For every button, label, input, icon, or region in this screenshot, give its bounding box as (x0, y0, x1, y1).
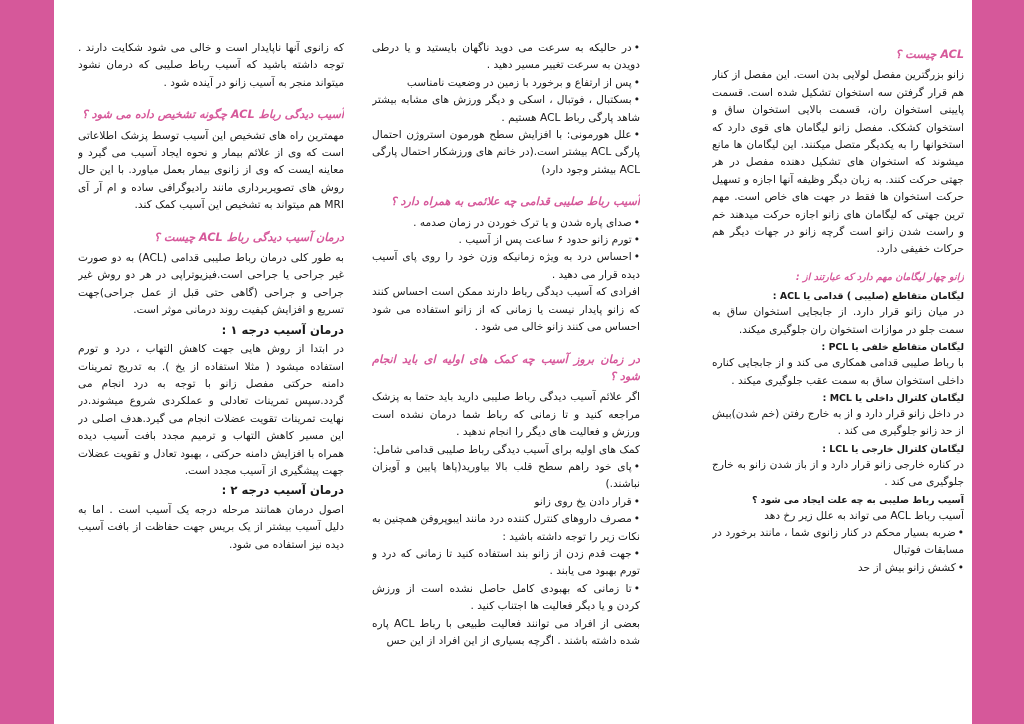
paragraph-diagnosis: مهمترین راه های تشخیص این آسیب توسط پزشک اطلاعاتی است که وی از علائم بیمار و نحوه ایجاد آسیب می گیرد و معاینه ایست که وی از زانوی بیمار بعمل میاورد. با این حال روش های تصویربرداری مانند رادیوگرافی ساده و ام آر آی MRI هم میتواند به تشخیص این آسیب کمک کند. (78, 129, 344, 212)
paragraph-torn-acl-activity: بعضی از افراد می توانند فعالیت طبیعی با رباط ACL پاره شده داشته باشند . اگرچه بسیاری از این افراد از این حس (372, 617, 640, 647)
subheading-lcl: لیگامان کلترال خارجی یا LCL : (822, 443, 964, 455)
right-pink-margin (972, 0, 1024, 724)
paragraph-lcl: در کناره خارجی زانو قرار دارد و از باز شدن زانو به خارج جلوگیری می کند . (712, 458, 964, 489)
column-middle (372, 40, 640, 716)
list-item: • علل هورمونی: با افزایش سطح هورمون استروژن احتمال پارگی ACL بیشتر است.(در خانم های ورزشکار احتمال پارگی ACL بیشتر وجود دارد) (372, 127, 640, 179)
paragraph-mcl: در داخل زانو قرار دارد و از به خارج رفتن (خم شدن)بیش از حد زانو جلوگیری می کند . (712, 407, 964, 438)
paragraph-first-aid: اگر علائم آسیب دیدگی رباط صلیبی دارید باید حتما به پزشک مراجعه کنید و تا زمانی که رباط شما درمان نشده است ورزش و فعالیت های دیگر را انجام ندهید . (372, 391, 640, 439)
heading-grade-2: درمان آسیب درجه ۲ : (221, 483, 344, 498)
column-right (712, 46, 964, 722)
paragraph-grade-1: در ابتدا از روش هایی جهت کاهش التهاب ، درد و تورم استفاده میشود ( مثلا استفاده از یخ ). به تدریج تمرینات دامنه حرکتی مفصل زانو با توجه به درد انجام می گردد.سپس تمرینات تعادلی و عملکردی شروع میشوند.در نهایت تمرینات تقویت عضلات انجام می گیرد.هدف اصلی در این مسیر کاهش التهاب و ترمیم مجدد بافت آسیب دیده همراه با افزایش دامنه حرکتی ، بهبود تعادل و تقویت عضلات جهت پیشگیری از آسیب مجدد است. (78, 343, 344, 477)
heading-grade-1: درمان آسیب درجه ۱ : (221, 322, 344, 337)
list-item: • بسکتبال ، فوتبال ، اسکی و دیگر ورزش های مشابه بیشتر شاهد پارگی رباط ACL هستیم . (372, 92, 640, 127)
paragraph-treatment: به طور کلی درمان رباط صلیبی قدامی (ACL) به دو صورت غیر جراحی یا جراحی است.فیزیوتراپی در هر دو روش غیر جراحی و جراحی (گاهی حتی قبل از عمل جراحی)جهت تسریع و افزایش کیفیت روند درمانی موثر است. (78, 252, 344, 317)
list-item: • جهت قدم زدن از زانو بند استفاده کنید تا زمانی که درد و تورم بهبود می یابند . (372, 546, 640, 581)
list-item: • تا زمانی که بهبودی کامل حاصل نشده است از ورزش کردن و یا دیگر فعالیت ها اجتناب کنید . (372, 581, 640, 616)
subheading-acl: لیگامان متقاطع (صلیبی ) قدامی یا ACL : (772, 291, 964, 303)
left-pink-margin (0, 0, 54, 724)
subheading-injury-cause: آسیب رباط صلیبی به چه علت ایجاد می شود ؟ (751, 494, 964, 506)
list-first-aid (372, 459, 640, 616)
list-injury-causes-continued (372, 40, 640, 179)
list-injury-causes (712, 525, 964, 577)
list-item: • ضربه بسیار محکم در کنار زانوی شما ، مانند برخورد در مسابقات فوتبال (712, 525, 964, 560)
list-item: • صدای پاره شدن و یا ترک خوردن در زمان صدمه . (372, 215, 640, 232)
paragraph-injury-cause: آسیب رباط ACL می تواند به علل زیر رخ دهد (764, 509, 964, 522)
paragraph-knee-anatomy: زانو بزرگترین مفصل لولایی بدن است. این مفصل از کنار هم قرار گرفتن سه استخوان تشکیل شده است. قسمت پایینی استخوان ران، قسمت بالایی استخوان ساق و استخوان کشکک. مفصل زانو لیگامان های قوی دارد که استخوانها را به یکدیگر متصل میکنند. این لیگامان ها مانع میشوند که استخوان های تشکیل دهنده مفصل در هر جهتی حرکت کنند. به زبان دیگر وظیفه آنها اجازه و تسهیل حرکت استخوان ها فقط در جهت های خاص است. مهم ترین جهتی که لیگامان های زانو اجازه حرکت میدهند خم و راست شدن زانو است گرچه زانو در جهات دیگر هم حرکات خفیفی دارد. (712, 69, 964, 256)
paragraph-symptoms: افرادی که آسیب دیدگی رباط دارند ممکن است احساس کنند که زانو پایدار نیست یا زمانی که از زانو استفاده می شود احساس می کنند زانو خالی می شود . (372, 286, 640, 334)
list-item: • پای خود راهم سطح قلب بالا بیاورید(پاها پایین و آویزان نباشند.) (372, 459, 640, 494)
list-item: • احساس درد به ویژه زمانیکه وزن خود را روی پای آسیب دیده قرار می دهید . (372, 249, 640, 284)
paragraph-instability: که زانوی آنها ناپایدار است و خالی می شود شکایت دارند . توجه داشته باشید که آسیب رباط صلیبی که درمان نشود میتواند منجر به آسیب زانو در آینده شود . (78, 42, 344, 89)
heading-four-ligaments: زانو چهار لیگامان مهم دارد که عبارتند از : (795, 271, 964, 283)
list-item: • تورم زانو حدود ۶ ساعت پس از آسیب . (372, 232, 640, 249)
heading-symptoms: آسیب رباط صلیبی قدامی چه علائمی به همراه دارد ؟ (390, 195, 640, 209)
heading-what-is-acl: ACL چیست ؟ (895, 48, 964, 61)
list-symptoms (372, 215, 640, 285)
paragraph-grade-2: اصول درمان همانند مرحله درجه یک آسیب است . اما به دلیل آسیب بیشتر از یک بریس جهت حفاظت از بافت آسیب دیده نیز استفاده می شود. (78, 503, 344, 551)
list-item: • کشش زانو بیش از حد (712, 560, 964, 577)
list-item: • در حالیکه به سرعت می دوید ناگهان بایستید و یا درطی دویدن به سرعت تغییر مسیر دهید . (372, 40, 640, 75)
list-item: • پس از ارتفاع و برخورد با زمین در وضعیت نامناسب (372, 75, 640, 92)
heading-first-aid: در زمان بروز آسیب چه کمک های اولیه ای باید انجام شود ؟ (372, 352, 640, 383)
paragraph-first-aid-intro: کمک های اولیه برای آسیب دیدگی رباط صلیبی قدامی شامل: (372, 443, 640, 456)
column-left (78, 40, 344, 716)
subheading-mcl: لیگامان کلترال داخلی یا MCL : (822, 392, 964, 404)
subheading-pcl: لیگامان متقاطع خلفی یا PCL : (821, 342, 964, 354)
heading-treatment: درمان آسیب دیدگی رباط ACL چیست ؟ (154, 230, 344, 244)
paragraph-pcl: با رباط صلیبی قدامی همکاری می کند و از جابجایی کناره داخلی استخوان ساق به سمت عقب جلوگیری میکند . (712, 357, 964, 387)
paragraph-acl: در میان زانو قرار دارد. از جابجایی استخوان ساق به سمت جلو در موازات استخوان ران جلوگیری میکند. (712, 306, 964, 336)
heading-diagnosis: آسیب دیدگی رباط ACL چگونه تشخیص داده می شود ؟ (81, 108, 344, 122)
list-item: • قرار دادن یخ روی زانو (372, 494, 640, 511)
list-item: • مصرف داروهای کنترل کننده درد مانند ایبوپروفن همچنین به نکات زیر را توجه داشته باشید : (372, 511, 640, 546)
